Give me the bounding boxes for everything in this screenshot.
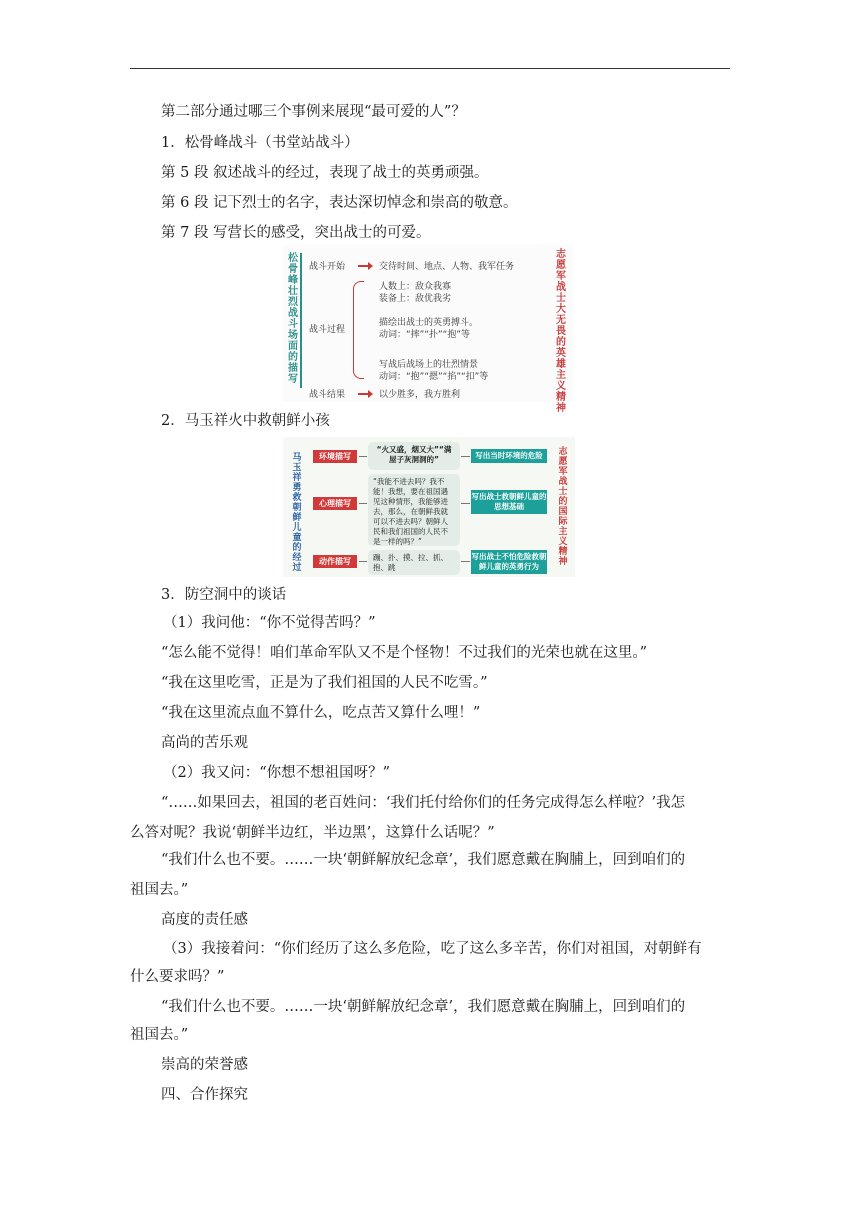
arrow-icon — [461, 503, 470, 504]
process-item: 人数上：敌众我寡 — [379, 282, 452, 292]
arrow-icon — [358, 265, 370, 267]
dialogue-answer: “我们什么也不要。……一块‘朝鲜解放纪念章’，我们愿意戴在胸脯上，回到咱们的 — [161, 852, 686, 868]
dialogue-answer-cont: 祖国去。” — [130, 1027, 189, 1043]
arrow-icon — [461, 456, 470, 457]
action-verbs: 蹦、扑、摸、拉、抓、抱、跳 — [368, 550, 460, 575]
battle-start-text: 交待时间、地点、人物、我军任务 — [379, 262, 515, 272]
arrow-icon — [358, 393, 370, 395]
paragraph-5-note: 第 5 段 叙述战斗的经过，表现了战士的英勇顽强。 — [161, 165, 489, 181]
arrow-icon — [359, 456, 367, 457]
dialogue-answer-cont: 祖国去。” — [130, 882, 189, 898]
action-label: 动作描写 — [313, 555, 357, 568]
diagram-right-title: 志愿军战士大无畏的英雄主义精神 — [556, 249, 566, 414]
rescue-diagram — [283, 437, 575, 577]
arrow-icon — [359, 561, 367, 562]
battle-process-label: 战斗过程 — [309, 325, 346, 335]
environment-label: 环境描写 — [313, 450, 357, 463]
dialogue-answer: “怎么能不觉得！咱们革命军队又不是个怪物！不过我们的光荣也就在这里。” — [161, 645, 648, 661]
question-line: 第二部分通过哪三个事例来展现“最可爱的人”？ — [161, 104, 466, 120]
header-rule — [130, 68, 730, 69]
arrow-icon — [359, 503, 367, 504]
section-heading-2: 2．马玉祥火中救朝鲜小孩 — [161, 413, 330, 429]
dialogue-answer: “我在这里流点血不算什么，吃点苦又算什么哩！” — [161, 705, 481, 721]
dialogue-question-3: （3）我接着问：“你们经历了这么多危险，吃了这么多辛苦，你们对祖国，对朝鲜有 — [163, 941, 702, 957]
summary-2: 高度的责任感 — [161, 912, 248, 928]
diagram-right-title: 志愿军战士的国际主义精神 — [558, 447, 568, 567]
arrow-icon — [461, 561, 470, 562]
battle-end-label: 战斗结果 — [309, 390, 346, 400]
process-item: 描绘出战士的英勇搏斗。 — [379, 318, 479, 328]
dialogue-question-1: （1）我问他：“你不觉得苦吗？” — [163, 615, 376, 631]
process-item: 写战后战场上的壮烈情景 — [379, 360, 479, 370]
battle-end-text: 以少胜多，我方胜利 — [379, 390, 461, 400]
brace-icon — [353, 281, 364, 379]
environment-meaning: 写出当时环境的危险 — [471, 449, 547, 463]
paragraph-7-note: 第 7 段 写营长的感受，突出战士的可爱。 — [161, 225, 431, 241]
dialogue-answer: “我在这里吃雪，正是为了我们祖国的人民不吃雪。” — [161, 675, 488, 691]
dialogue-answer-cont: 么答对呢？我说‘朝鲜半边红，半边黑’，这算什么话呢？” — [130, 825, 495, 841]
dialogue-answer: “……如果回去，祖国的老百姓问：‘我们托付给你们的任务完成得怎么样啦？’我怎 — [161, 795, 686, 811]
process-item: 动词：“摔”“扑”“抱”等 — [379, 330, 470, 340]
summary-3: 崇高的荣誉感 — [161, 1057, 248, 1073]
dialogue-question-cont: 什么要求吗？” — [130, 969, 225, 985]
section-heading-1: 1．松骨峰战斗（书堂站战斗） — [161, 135, 359, 151]
dialogue-question-2: （2）我又问：“你想不想祖国呀？” — [163, 765, 391, 781]
diagram-left-title: 马玉祥勇救朝鲜儿童的经过 — [292, 453, 302, 573]
process-item: 装备上：敌优我劣 — [379, 294, 452, 304]
summary-1: 高尚的苦乐观 — [161, 735, 248, 751]
dialogue-answer: “我们什么也不要。……一块‘朝鲜解放纪念章’，我们愿意戴在胸脯上，回到咱们的 — [161, 999, 686, 1015]
paragraph-6-note: 第 6 段 记下烈士的名字，表达深切悼念和崇高的敬意。 — [161, 195, 518, 211]
psychology-label: 心理描写 — [313, 497, 357, 510]
environment-quote: “火又盛，烟又大”“满屋子灰洞洞的” — [368, 442, 460, 470]
section-heading-4: 四、合作探究 — [161, 1087, 248, 1103]
psychology-meaning: 写出战士救朝鲜儿童的思想基础 — [471, 490, 547, 514]
action-meaning: 写出战士不怕危险救朝鲜儿童的英勇行为 — [471, 550, 547, 574]
process-item: 动词：“抱”“摁”“掐”“扣”等 — [379, 372, 489, 382]
diagram-left-title: 松骨峰壮烈战斗场面的描写 — [286, 253, 302, 388]
battle-diagram — [283, 245, 573, 414]
battle-start-label: 战斗开始 — [309, 262, 346, 272]
section-heading-3: 3．防空洞中的谈话 — [161, 587, 287, 603]
psychology-quote: “我能不进去吗？我不能！我想，要在祖国遇见这种情形，我能够进去，那么，在朝鲜我就可以不进去吗？朝鲜人民和我们祖国的人民不是一样的吗？” — [368, 474, 460, 546]
